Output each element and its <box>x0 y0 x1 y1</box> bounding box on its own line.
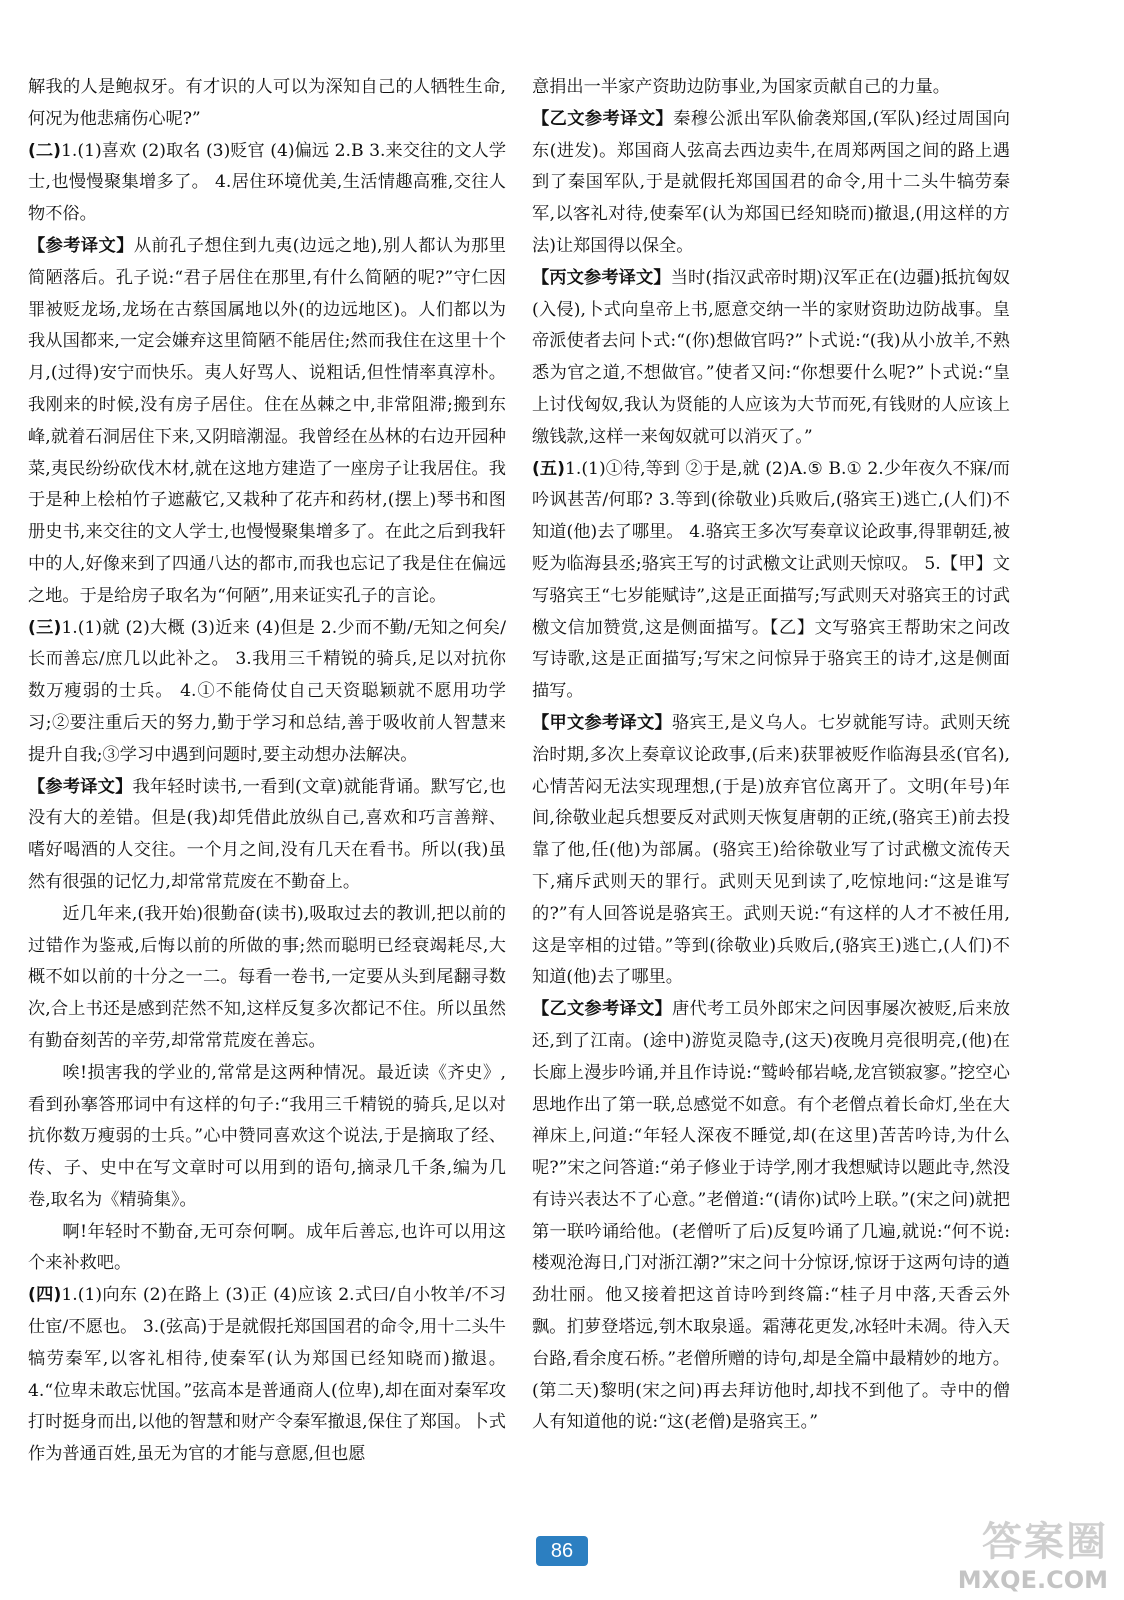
paragraph: 近几年来,(我开始)很勤奋(读书),吸取过去的教训,把以前的过错作为鉴戒,后悔以前的所做的事;然而聪明已经衰竭耗尽,大概不如以前的十分之一二。每看一卷书,一定要从头到尾翻寻数次,合上书还是感到茫然不知,这样反复多次都记不住。所以虽然有勤奋刻苦的辛劳,却常常荒废在善忘。 <box>28 903 506 1051</box>
watermark-logo <box>900 1510 1114 1596</box>
paragraph: 意捐出一半家产资助边防事业,为国家贡献自己的力量。 <box>532 77 950 97</box>
watermark-url: MXQE.COM <box>957 1566 1108 1594</box>
section-two-answers: (二)1.(1)喜欢 (2)取名 (3)贬官 (4)偏远 2.B 3.来交往的文人学士,也慢慢聚集增多了。 4.居住环境优美,生活情趣高雅,交往人物不俗。 <box>28 140 507 225</box>
paragraph: 解我的人是鲍叔牙。有才识的人可以为深知自己的人牺牲生命,何况为他悲痛伤心呢?” <box>28 77 506 129</box>
page-number: 86 <box>536 1536 588 1566</box>
section-five-answers: (五)1.(1)①待,等到 ②于是,就 (2)A.⑤ B.① 2.少年夜久不寐/而吟讽甚苦/何耶? 3.等到(徐敬业)兵败后,(骆宾王)逃亡,(人们)不知道(他)去了哪里。 4.骆宾王多次写奏章议论政事,得罪朝廷,被贬为临海县丞;骆宾王写的讨武檄文让武则天惊叹。 5.【甲】文写骆宾王“七岁能赋诗”,这是正面描写;写武则天对骆宾王的讨武檄文信加赞赏,这是侧面描写。【乙】文写骆宾王帮助宋之问改写诗歌,这是正面描写;写宋之问惊异于骆宾王的诗才,这是侧面描写。 <box>532 458 1010 702</box>
reference-translation: 【参考译文】从前孔子想住到九夷(边远之地),别人都认为那里简陋落后。孔子说:“君子居住在那里,有什么简陋的呢?”守仁因罪被贬龙场,龙场在古蔡国属地以外(的边远地区)。人们都以为我从国都来,一定会嫌弃这里简陋不能居住;然而我住在这里十个月,(过得)安宁而快乐。夷人好骂人、说粗话,但性情率真淳朴。我刚来的时候,没有房子居住。住在丛棘之中,非常阻滞;搬到东峰,就着石洞居住下来,又阴暗潮湿。我曾经在丛林的右边开园种菜,夷民纷纷砍伐木材,就在这地方建造了一座房子让我居住。我于是种上桧柏竹子遮蔽它,又栽种了花卉和药材,(摆上)琴书和图册史书,来交往的文人学士,也慢慢聚集增多了。在此之后到我轩中的人,好像来到了四通八达的都市,而我也忘记了我是住在偏远之地。于是给房子取名为“何陋”,用来证实孔子的言论。 <box>28 235 506 606</box>
right-column <box>532 72 1010 1439</box>
paragraph: 啊!年轻时不勤奋,无可奈何啊。成年后善忘,也许可以用这个来补救吧。 <box>28 1221 506 1274</box>
paragraph: 唉!损害我的学业的,常常是这两种情况。最近读《齐史》,看到孙搴答邢词中有这样的句子:“我用三千精锐的骑兵,足以对抗你数万瘦弱的士兵。”心中赞同喜欢这个说法,于是摘取了经、传、子、史中在写文章时可以用到的语句,摘录几千条,编为几卷,取名为《精骑集》。 <box>28 1062 506 1210</box>
reference-translation-b: 【乙文参考译文】唐代考工员外郎宋之问因事屡次被贬,后来放还,到了江南。(途中)游览灵隐寺,(这天)夜晚月亮很明亮,(他)在长廊上漫步吟诵,并且作诗说:“鹫岭郁岩峣,龙宫锁寂寥。”挖空心思地作出了第一联,总感觉不如意。有个老僧点着长命灯,坐在大禅床上,问道:“年轻人深夜不睡觉,却(在这里)苦苦吟诗,为什么呢?”宋之问答道:“弟子修业于诗学,刚才我想赋诗以题此寺,然没有诗兴表达不了心意。”老僧道:“(请你)试吟上联。”(宋之问)就把第一联吟诵给他。(老僧听了后)反复吟诵了几遍,就说:“何不说:楼观沧海日,门对浙江潮?”宋之问十分惊讶,惊讶于这两句诗的遒劲壮丽。他又接着把这首诗吟到终篇:“桂子月中落,天香云外飘。扪萝登塔远,刳木取泉遥。霜薄花更发,冰轻叶未凋。待入天台路,看余度石桥。”老僧所赠的诗句,却是全篇中最精妙的地方。(第二天)黎明(宋之问)再去拜访他时,却找不到他了。寺中的僧人有知道他的说:“这(老僧)是骆宾王。” <box>532 999 1010 1433</box>
watermark-title: 答案圈 <box>982 1519 1108 1565</box>
reference-translation: 【参考译文】我年轻时读书,一看到(文章)就能背诵。默写它,也没有大的差错。但是(我)却凭借此放纵自己,喜欢和巧言善辩、嗜好喝酒的人交往。一个月之间,没有几天在看书。所以(我)虽然有很强的记忆力,却常常荒废在不勤奋上。 <box>28 776 506 892</box>
section-four-answers: (四)1.(1)向东 (2)在路上 (3)正 (4)应该 2.式曰/自小牧羊/不习仕宦/不愿也。 3.(弦高)于是就假托郑国国君的命令,用十二头牛犒劳秦军,以客礼相待,使秦军(认为郑国已经知晓而)撤退。 4.“位卑未敢忘忧国。”弦高本是普通商人(位卑),却在面对秦军攻打时挺身而出,以他的智慧和财产令秦军撤退,保住了郑国。卜式作为普通百姓,虽无为官的才能与意愿,但也愿 <box>28 1285 507 1465</box>
reference-translation-b: 【乙文参考译文】秦穆公派出军队偷袭郑国,(军队)经过周国向东(进发)。郑国商人弦高去西边卖牛,在周郑两国之间的路上遇到了秦国军队,于是就假托郑国国君的命令,用十二头牛犒劳秦军,以客礼对待,使秦军(认为郑国已经知晓而)撤退,(用这样的方法)让郑国得以保全。 <box>532 108 1010 256</box>
reference-translation-c: 【丙文参考译文】当时(指汉武帝时期)汉军正在(边疆)抵抗匈奴(入侵),卜式向皇帝上书,愿意交纳一半的家财资助边防战事。皇帝派使者去问卜式:“(你)想做官吗?”卜式说:“(我)从小放羊,不熟悉为官之道,不想做官。”使者又问:“你想要什么呢?”卜式说:“皇上讨伐匈奴,我认为贤能的人应该为大节而死,有钱财的人应该上缴钱款,这样一来匈奴就可以消灭了。” <box>532 267 1010 447</box>
reference-translation-a: 【甲文参考译文】骆宾王,是义乌人。七岁就能写诗。武则天统治时期,多次上奏章议论政事,(后来)获罪被贬作临海县丞(官名),心情苦闷无法实现理想,(于是)放弃官位离开了。文明(年号)年间,徐敬业起兵想要反对武则天恢复唐朝的正统,(骆宾王)前去投靠了他,任(他)为部属。(骆宾王)给徐敬业写了讨武檄文流传天下,痛斥武则天的罪行。武则天见到读了,吃惊地问:“这是谁写的?”有人回答说是骆宾王。武则天说:“有这样的人才不被任用,这是宰相的过错。”等到(徐敬业)兵败后,(骆宾王)逃亡,(人们)不知道(他)去了哪里。 <box>532 712 1010 988</box>
section-three-answers: (三)1.(1)就 (2)大概 (3)近来 (4)但是 2.少而不勤/无知之何矣/长而善忘/庶几以此补之。 3.我用三千精锐的骑兵,足以对抗你数万瘦弱的士兵。 4.①不能倚仗自己天资聪颖就不愿用功学习;②要注重后天的努力,勤于学习和总结,善于吸收前人智慧来提升自我;③学习中遇到问题时,要主动想办法解决。 <box>28 617 507 765</box>
left-column <box>28 72 506 1471</box>
